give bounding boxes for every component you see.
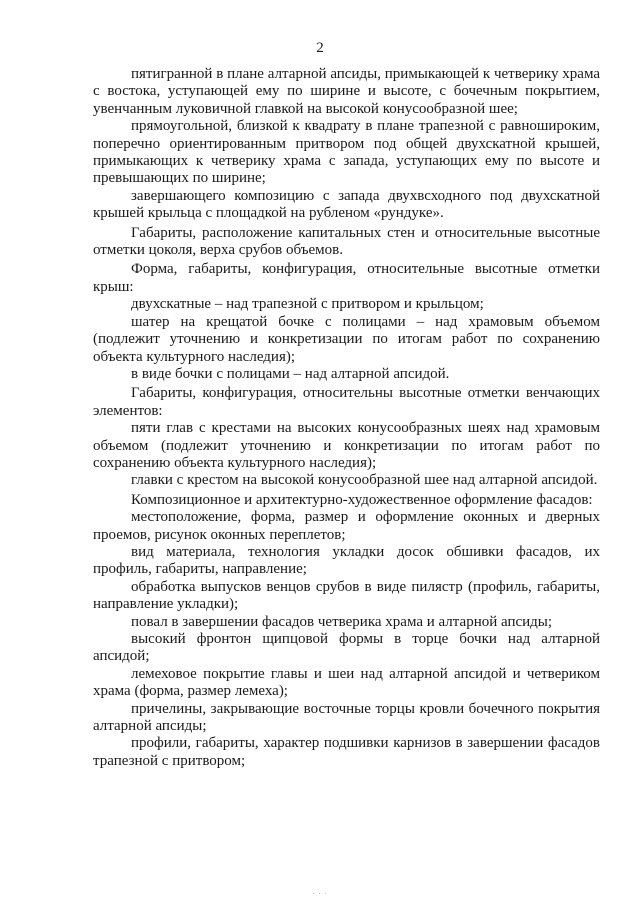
paragraph: пятигранной в плане алтарной апсиды, примыкающей к четверику храма с востока, уступающей ему по ширине и высоте, с бочечным покрытием, увенчанным луковичной главкой на высокой конусообразной шее;	[93, 66, 600, 117]
paragraph: причелины, закрывающие восточные торцы кровли бочечного покрытия алтарной апсиды;	[93, 700, 600, 735]
paragraph: обработка выпусков венцов срубов в виде пилястр (профиль, габариты, направление укладки);	[93, 578, 600, 613]
paragraph: пяти глав с крестами на высоких конусообразных шеях над храмовым объемом (подлежит уточнению и конкретизации по итогам работ по сохранению объекта культурного наследия);	[93, 420, 600, 471]
paragraph: Форма, габариты, конфигурация, относительные высотные отметки крыш:	[93, 261, 600, 295]
paragraph: вид материала, технология укладки досок обшивки фасадов, их профиль, габариты, направление;	[93, 543, 600, 578]
paragraph: профили, габариты, характер подшивки карнизов в завершении фасадов трапезной с притвором;	[93, 735, 600, 769]
paragraph: завершающего композицию с запада двухвсходного под двухскатной крышей крыльца с площадкой на рубленом «рундуке».	[93, 187, 600, 222]
paragraph: шатер на крещатой бочке с полицами – над храмовым объемом (подлежит уточнению и конкретизации по итогам работ по сохранению объекта культурного наследия);	[93, 313, 600, 365]
paragraph: прямоугольной, близкой к квадрату в плане трапезной с равношироким, поперечно ориентированным притвором под общей двухскатной крышей, примыкающих к четверику храма с запада, уступающих ему по высоте и превышающих по ширине;	[93, 118, 600, 187]
paragraph: Композиционное и архитектурно-художественное оформление фасадов:	[131, 491, 593, 508]
paragraph: Габариты, конфигурация, относительны высотные отметки венчающих элементов:	[93, 385, 600, 419]
paragraph: главки с крестом на высокой конусообразной шее над алтарной апсидой.	[131, 472, 598, 489]
paragraph: местоположение, форма, размер и оформление оконных и дверных проемов, рисунок оконных переплетов;	[93, 509, 600, 543]
paragraph: высокий фронтон щипцовой формы в торце бочки над алтарной апсидой;	[93, 631, 600, 665]
paragraph: Габариты, расположение капитальных стен и относительные высотные отметки цоколя, верха срубов объемов.	[93, 224, 600, 259]
document-body	[93, 66, 600, 770]
paragraph: в виде бочки с полицами – над алтарной апсидой.	[131, 365, 450, 382]
paragraph: лемеховое покрытие главы и шеи над алтарной апсидой и четвериком храма (форма, размер лемеха);	[93, 665, 600, 700]
page-number: 2	[316, 40, 324, 56]
paragraph: двухскатные – над трапезной с притвором и крыльцом;	[131, 296, 484, 313]
scan-mark: · · ·	[312, 890, 328, 898]
paragraph: повал в завершении фасадов четверика храма и алтарной апсиды;	[131, 613, 553, 630]
